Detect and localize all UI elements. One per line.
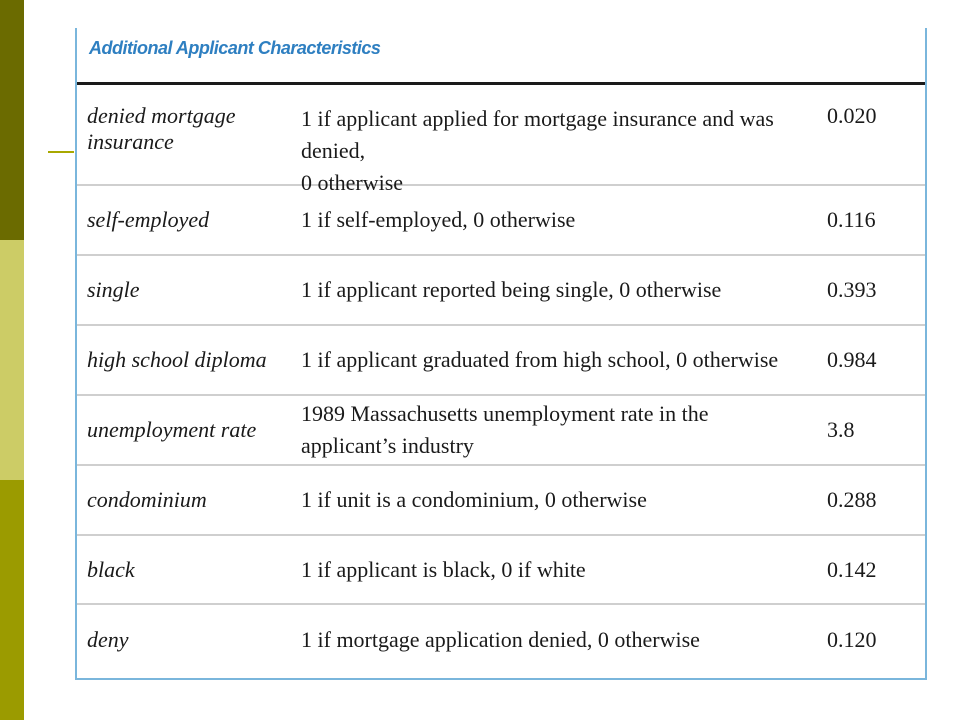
table-row	[77, 396, 925, 466]
table-row	[77, 186, 925, 256]
variable-name: unemployment rate	[87, 417, 257, 442]
variable-name: deny	[87, 626, 129, 652]
table-row	[77, 466, 925, 536]
table-row	[77, 536, 925, 605]
variable-name: high school diploma	[87, 347, 267, 372]
table-row	[77, 326, 925, 396]
variable-description: 1 if applicant applied for mortgage insurance and was denied, 0 otherwise	[301, 106, 774, 195]
side-strip-top	[0, 0, 24, 240]
variable-name: self-employed	[87, 207, 210, 232]
table-title: Additional Applicant Characteristics	[89, 38, 381, 58]
variable-description: 1 if applicant is black, 0 if white	[301, 556, 586, 582]
variable-value: 0.020	[827, 103, 877, 128]
variable-value: 0.393	[827, 277, 877, 302]
variable-value: 0.142	[827, 556, 877, 582]
variable-description: 1 if mortgage application denied, 0 otherwise	[301, 626, 700, 652]
table-row	[77, 605, 925, 674]
variable-name: denied mortgage insurance	[87, 103, 236, 154]
variable-description: 1 if applicant graduated from high school, 0 otherwise	[301, 347, 779, 373]
variable-description: 1 if unit is a condominium, 0 otherwise	[301, 487, 647, 513]
variable-name: black	[87, 556, 135, 582]
table-row	[77, 85, 925, 195]
variable-description: 1989 Massachusetts unemployment rate in the applicant’s industry	[301, 401, 709, 458]
variable-description: 1 if self-employed, 0 otherwise	[301, 207, 576, 233]
characteristics-table	[75, 28, 927, 680]
variable-value: 3.8	[827, 417, 855, 442]
variable-name: single	[87, 277, 140, 302]
table-body	[77, 85, 925, 678]
variable-description: 1 if applicant reported being single, 0 otherwise	[301, 277, 722, 303]
side-strip-middle	[0, 240, 24, 480]
variable-value: 0.116	[827, 207, 876, 232]
variable-value: 0.288	[827, 487, 877, 512]
side-strip-bottom	[0, 480, 24, 720]
accent-line	[48, 151, 74, 153]
table-row	[77, 256, 925, 326]
variable-value: 0.984	[827, 347, 877, 372]
variable-value: 0.120	[827, 626, 877, 652]
variable-name: condominium	[87, 487, 207, 512]
